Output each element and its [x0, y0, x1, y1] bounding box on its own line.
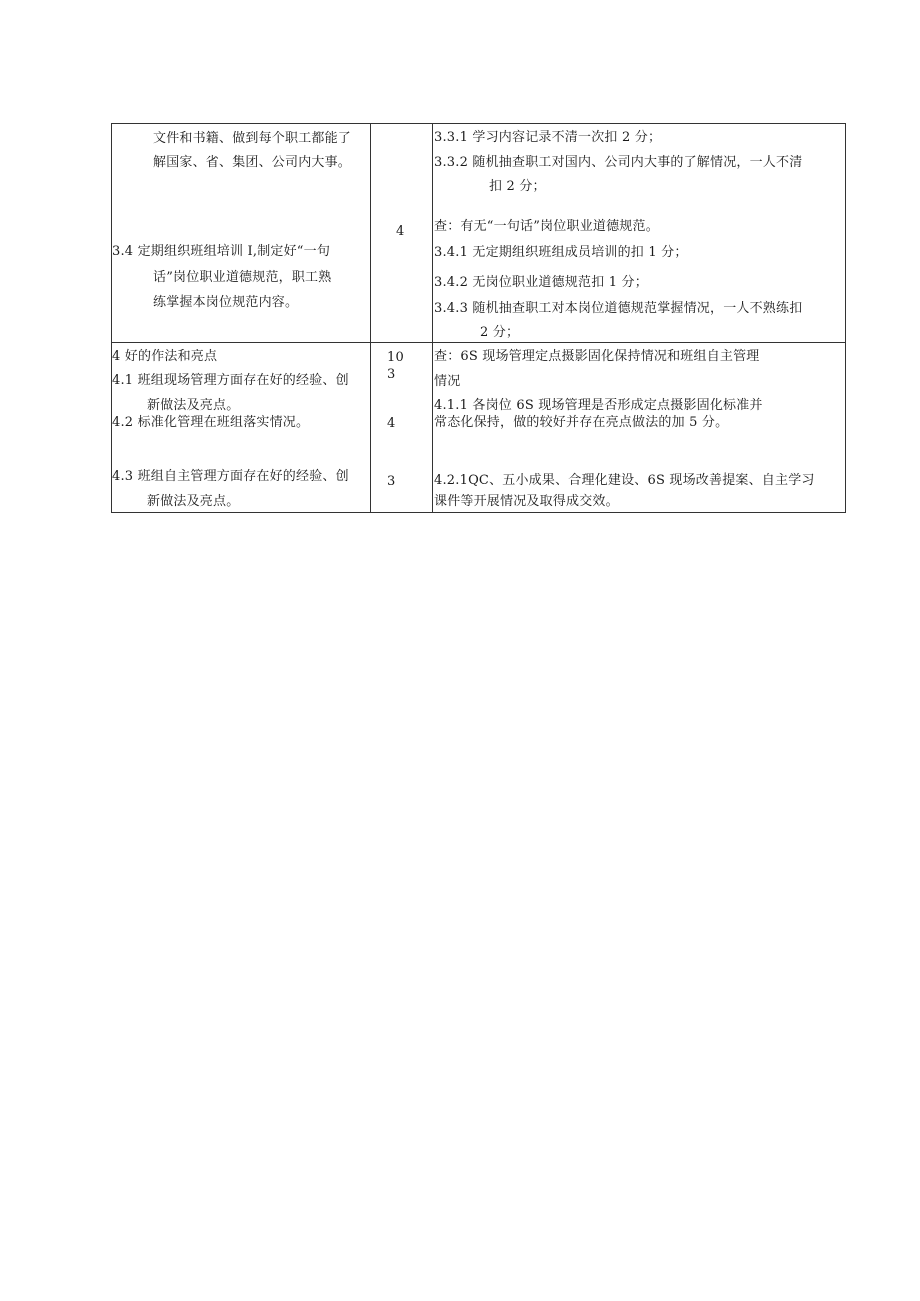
item-continued-line-1: 文件和书籍、做到每个职工都能了 [153, 131, 352, 146]
item-3-4-line-1: 3.4 定期组织班组培训 I,制定好“一句 [112, 244, 331, 259]
check-3-4: 查：有无“一句话”岗位职业道德规范。 [434, 219, 659, 234]
score-4-3: 3 [387, 474, 396, 489]
criterion-3-4-2: 3.4.2 无岗位职业道德规范扣 1 分； [434, 275, 648, 290]
criterion-4-2-1-line-2: 课件等开展情况及取得成交效。 [434, 494, 619, 509]
score-4-1: 3 [387, 367, 396, 382]
item-3-4-line-3: 练掌握本岗位规范内容。 [153, 295, 299, 310]
check-4-line-1: 查：6S 现场管理定点摄影固化保持情况和班组自主管理 [434, 349, 760, 364]
criterion-3-4-1: 3.4.1 无定期组织班组成员培训的扣 1 分； [434, 245, 688, 260]
score-4-2: 4 [387, 416, 396, 431]
item-4-1-line-1: 4.1 班组现场管理方面存在好的经验、创 [112, 373, 349, 388]
column-divider-1 [370, 124, 371, 512]
criterion-3-3-2-line-2: 扣 2 分； [489, 179, 546, 194]
criterion-4-1-1-line-1: 4.1.1 各岗位 6S 现场管理是否形成定点摄影固化标准并 [434, 398, 763, 413]
item-4-3-line-1: 4.3 班组自主管理方面存在好的经验、创 [112, 469, 349, 484]
criterion-3-3-1: 3.3.1 学习内容记录不清一次扣 2 分； [434, 130, 662, 145]
item-4-2: 4.2 标准化管理在班组落实情况。 [112, 415, 310, 430]
criterion-4-1-1-line-2: 常态化保持，做的较好并存在亮点做法的加 5 分。 [434, 415, 729, 430]
item-3-4-line-2: 话”岗位职业道德规范，职工熟 [153, 270, 332, 285]
item-4-1-line-2: 新做法及亮点。 [147, 398, 240, 413]
item-4-3-line-2: 新做法及亮点。 [147, 494, 240, 509]
item-continued-line-2: 解国家、省、集团、公司内大事。 [153, 155, 352, 170]
score-4-total: 10 [387, 350, 404, 365]
row-divider [112, 342, 845, 343]
scoring-table [111, 123, 846, 513]
criterion-3-4-3-line-1: 3.4.3 随机抽查职工对本岗位道德规范掌握情况，一人不熟练扣 [434, 301, 803, 316]
criterion-4-2-1-line-1: 4.2.1QC、五小成果、合理化建设、6S 现场改善提案、自主学习 [434, 473, 815, 488]
criterion-3-3-2-line-1: 3.3.2 随机抽查职工对国内、公司内大事的了解情况，一人不清 [434, 155, 803, 170]
check-4-line-2: 情况 [434, 374, 461, 389]
column-divider-2 [432, 124, 433, 512]
criterion-3-4-3-line-2: 2 分； [480, 325, 520, 340]
section-4-title: 4 好的作法和亮点 [112, 349, 218, 364]
score-3-4: 4 [396, 224, 405, 239]
